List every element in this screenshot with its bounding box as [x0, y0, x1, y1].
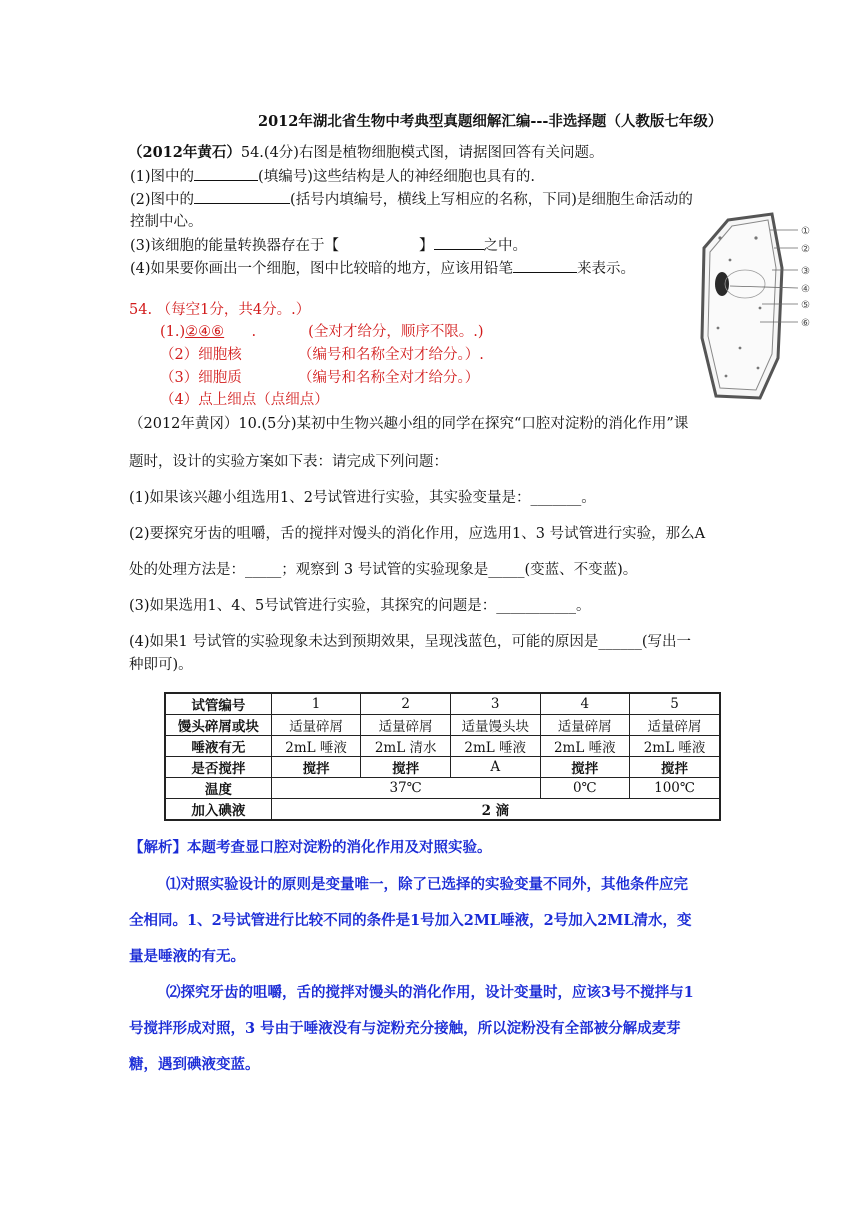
- table-cell: A: [450, 757, 540, 778]
- q54-intro-text: 54.(4分)右图是植物细胞模式图，请据图回答有关问题。: [240, 145, 604, 161]
- analysis-p2-line1: ⑵探究牙齿的咀嚼，舌的搅拌对馒头的消化作用，设计变量时，应该3号不搅拌与1: [166, 984, 694, 1001]
- a1-dot: .: [251, 324, 257, 340]
- q54-l2-suffix: (括号内填编号，横线上写相应的名称，下同)是细胞生命活动的: [290, 192, 693, 208]
- experiment-table: [164, 692, 721, 821]
- q54-intro: [128, 143, 603, 163]
- q54-source: （2012年黄石）: [128, 144, 241, 161]
- dot: [759, 307, 762, 310]
- table-cell: 5: [630, 693, 720, 715]
- table-cell: 是否搅拌: [165, 757, 271, 778]
- q10-line6: (3)如果选用1、4、5号试管进行实验，其探究的问题是：___________。: [129, 598, 591, 614]
- dot: [725, 375, 728, 378]
- q54-l4-prefix: (4)如果要你画出一个细胞，图中比较暗的地方，应该用铅笔: [130, 261, 514, 277]
- blank-2[interactable]: [194, 189, 290, 204]
- q54-line2-cont: 控制中心。: [130, 214, 203, 230]
- blank-3[interactable]: [434, 235, 484, 250]
- q54-l3-prefix: (3)该细胞的能量转换器存在于【: [130, 238, 340, 254]
- a3-note: （编号和名称全对才给分。）: [298, 370, 480, 386]
- q54-line4: [130, 258, 635, 279]
- cell-membrane: [708, 220, 776, 390]
- q10-line7: (4)如果1 号试管的实验现象未达到预期效果，呈现浅蓝色，可能的原因是______(写出一: [129, 634, 692, 650]
- table-cell: 1: [271, 693, 361, 715]
- figure-label-3: ③: [801, 266, 810, 277]
- figure-label-1: ①: [801, 226, 810, 237]
- table-row: [165, 757, 720, 778]
- table-cell: 2mL 唾液: [540, 736, 630, 757]
- figure-label-4: ④: [801, 284, 810, 295]
- a1-value: ②④⑥: [185, 324, 225, 340]
- document-title: 2012年湖北省生物中考典型真题细解汇编---非选择题（人教版七年级）: [258, 113, 723, 130]
- answer54-head: 54. （每空1分，共4分。.）: [129, 302, 311, 318]
- answer54-1: [160, 322, 484, 342]
- q10-line3: (1)如果该兴趣小组选用1、2号试管进行实验，其实验变量是：_______。: [129, 490, 596, 506]
- analysis-p1-line3: 量是唾液的有无。: [129, 948, 245, 965]
- plant-cell-diagram: [690, 208, 825, 408]
- q10-line1: （2012年黄冈）10.(5分)某初中生物兴趣小组的同学在探究“口腔对淀粉的消化作用”课: [129, 416, 689, 432]
- q54-l4-suffix: 来表示。: [577, 261, 636, 277]
- table-row: [165, 778, 720, 799]
- table-cell: 搅拌: [361, 757, 451, 778]
- blank-4[interactable]: [513, 258, 577, 273]
- table-cell: 2mL 清水: [361, 736, 451, 757]
- q54-line1: [130, 166, 535, 187]
- table-cell: 搅拌: [271, 757, 361, 778]
- table-cell: 适量馒头块: [450, 715, 540, 736]
- table-cell: 4: [540, 693, 630, 715]
- table-row: [165, 715, 720, 736]
- q10-line5: 处的处理方法是：_____；观察到 3 号试管的实验现象是_____(变蓝、不变蓝)。: [129, 562, 638, 578]
- answer54-4: （4）点上细点（点细点）: [160, 392, 329, 408]
- q54-l3-bracket: 】: [419, 238, 434, 254]
- figure-label-5: ⑤: [801, 300, 810, 311]
- analysis-tag: 【解析】: [129, 839, 187, 856]
- table-cell: 0℃: [540, 778, 630, 799]
- q54-l2-prefix: (2)图中的: [130, 192, 195, 208]
- table-cell: 适量碎屑: [271, 715, 361, 736]
- answer54-2: [160, 345, 484, 365]
- q54-line2: [130, 189, 693, 210]
- q54-l1-prefix: (1)图中的: [130, 169, 195, 185]
- dot: [754, 236, 757, 239]
- a1-num: (1.): [160, 324, 186, 340]
- analysis-p2-line2: 号搅拌形成对照，3 号由于唾液没有与淀粉充分接触，所以淀粉没有全部被分解成麦芽: [129, 1020, 681, 1037]
- q10-line2: 题时，设计的实验方案如下表：请完成下列问题：: [129, 454, 448, 470]
- table-cell: 加入碘液: [165, 799, 271, 821]
- table-cell: 2 滴: [271, 799, 720, 821]
- table-cell: 馒头碎屑或块: [165, 715, 271, 736]
- table-cell: 温度: [165, 778, 271, 799]
- figure-label-2: ②: [801, 244, 810, 255]
- table-cell: 37℃: [271, 778, 540, 799]
- a2-text: （2）细胞核: [160, 347, 242, 363]
- a3-text: （3）细胞质: [160, 370, 242, 386]
- analysis-p1-line1: ⑴对照实验设计的原则是变量唯一，除了已选择的实验变量不同外，其他条件应完: [166, 876, 688, 893]
- dot: [729, 259, 732, 262]
- table-cell: 唾液有无: [165, 736, 271, 757]
- analysis-p2-line3: 糖，遇到碘液变蓝。: [129, 1056, 260, 1073]
- table-cell: 适量碎屑: [540, 715, 630, 736]
- table-row: [165, 693, 720, 715]
- table-cell: 适量碎屑: [630, 715, 720, 736]
- dot: [757, 367, 760, 370]
- table-cell: 试管编号: [165, 693, 271, 715]
- cell-nucleus: [715, 272, 729, 296]
- table-cell: 3: [450, 693, 540, 715]
- q54-line3: [130, 235, 527, 256]
- figure-label-6: ⑥: [801, 318, 810, 329]
- table-cell: 搅拌: [540, 757, 630, 778]
- q54-l1-suffix: (填编号)这些结构是人的神经细胞也具有的.: [258, 169, 535, 185]
- dot: [739, 347, 742, 350]
- blank-1[interactable]: [194, 166, 258, 181]
- dot: [718, 236, 721, 239]
- table-cell: 2: [361, 693, 451, 715]
- q10-line4: (2)要探究牙齿的咀嚼，舌的搅拌对馒头的消化作用，应选用1、3 号试管进行实验，那么A: [129, 526, 706, 542]
- table-row: [165, 736, 720, 757]
- table-cell: 2mL 唾液: [271, 736, 361, 757]
- a1-note: (全对才给分，顺序不限。.): [308, 324, 484, 340]
- analysis-p1-line2: 全相同。1、2号试管进行比较不同的条件是1号加入2ML唾液，2号加入2ML清水，变: [129, 912, 692, 929]
- table-row: [165, 799, 720, 821]
- table-cell: 搅拌: [630, 757, 720, 778]
- table-cell: 适量碎屑: [361, 715, 451, 736]
- a2-note: （编号和名称全对才给分。）.: [298, 347, 484, 363]
- analysis-summary: 本题考查显口腔对淀粉的消化作用及对照实验。: [187, 839, 492, 856]
- table-cell: 2mL 唾液: [630, 736, 720, 757]
- q54-l3-suffix: 之中。: [483, 238, 528, 254]
- answer54-3: [160, 368, 479, 388]
- table-cell: 100℃: [630, 778, 720, 799]
- analysis-head: [129, 838, 492, 858]
- dot: [717, 327, 720, 330]
- table-cell: 2mL 唾液: [450, 736, 540, 757]
- q10-line8: 种即可)。: [129, 657, 193, 673]
